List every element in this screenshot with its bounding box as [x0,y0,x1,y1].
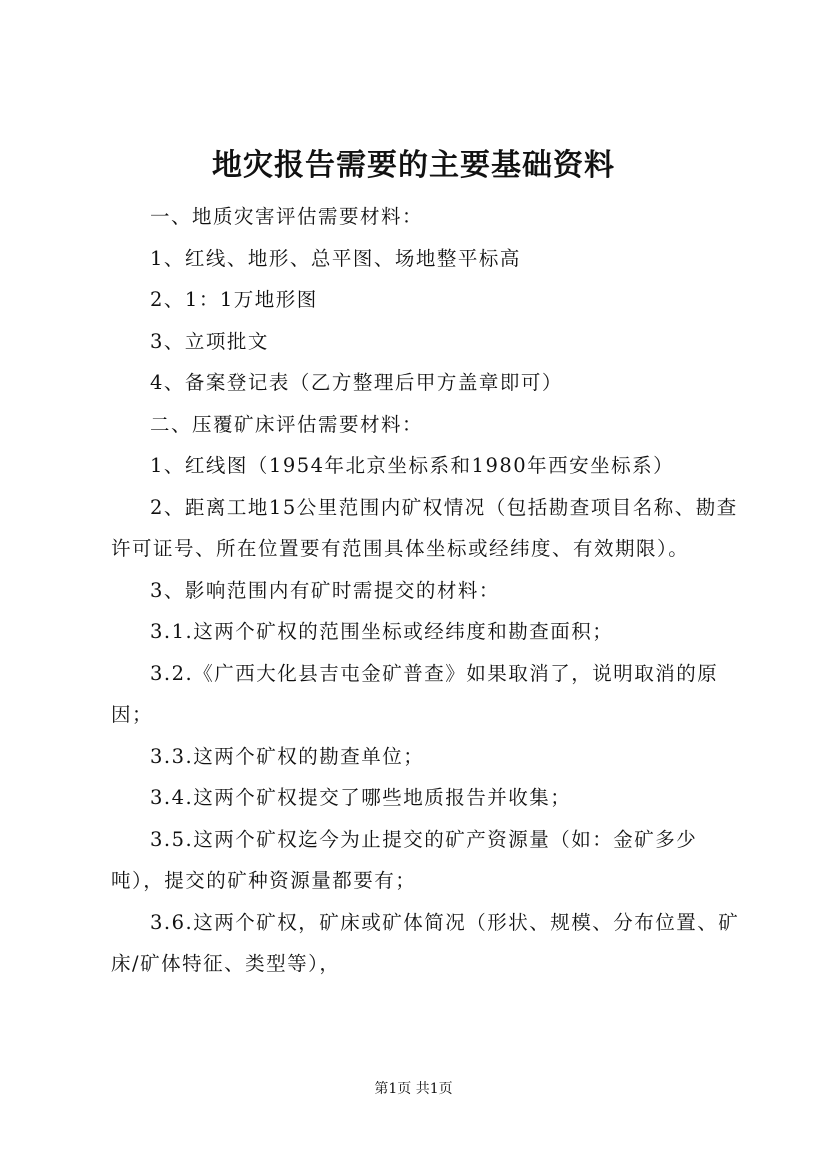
list-item: 3、影响范围内有矿时需提交的材料： [150,578,500,602]
list-item: 4、备案登记表（乙方整理后甲方盖章即可） [150,371,563,394]
sub-list-item: 3.4.这两个矿权提交了哪些地质报告并收集； [150,786,572,809]
sub-list-item: 3.5.这两个矿权迄今为止提交的矿产资源量（如：金矿多少吨），提交的矿种资源量都要有； [111,827,698,892]
list-item: 1、红线图（1954年北京坐标系和1980年西安坐标系） [150,454,675,477]
list-item: 2、距离工地15公里范围内矿权情况（包括勘查项目名称、勘查许可证号、所在位置要有范围具体坐标或经纬度、有效期限）。 [111,495,738,560]
heading-geohazard-materials: 一、地质灾害评估需要材料： [150,205,424,228]
sub-list-item: 3.2.《广西大化县吉屯金矿普查》如果取消了，说明取消的原因； [111,661,719,726]
sub-list-item: 3.3.这两个矿权的勘查单位； [150,744,425,768]
document-body [111,196,741,985]
sub-list-item: 3.6.这两个矿权，矿床或矿体简况（形状、规模、分布位置、矿床/矿体特征、类型等）， [111,910,740,975]
sub-list-item: 3.1.这两个矿权的范围坐标或经纬度和勘查面积； [150,620,614,643]
list-item: 3、立项批文 [150,329,269,353]
heading-mineral-overlay-materials: 二、压覆矿床评估需要材料： [150,412,424,436]
page-number-footer: 第1页 共1页 [374,1081,453,1097]
document-title: 地灾报告需要的主要基础资料 [212,148,615,183]
list-item: 2、1：1万地形图 [150,288,318,311]
list-item: 1、红线、地形、总平图、场地整平标高 [150,246,521,270]
